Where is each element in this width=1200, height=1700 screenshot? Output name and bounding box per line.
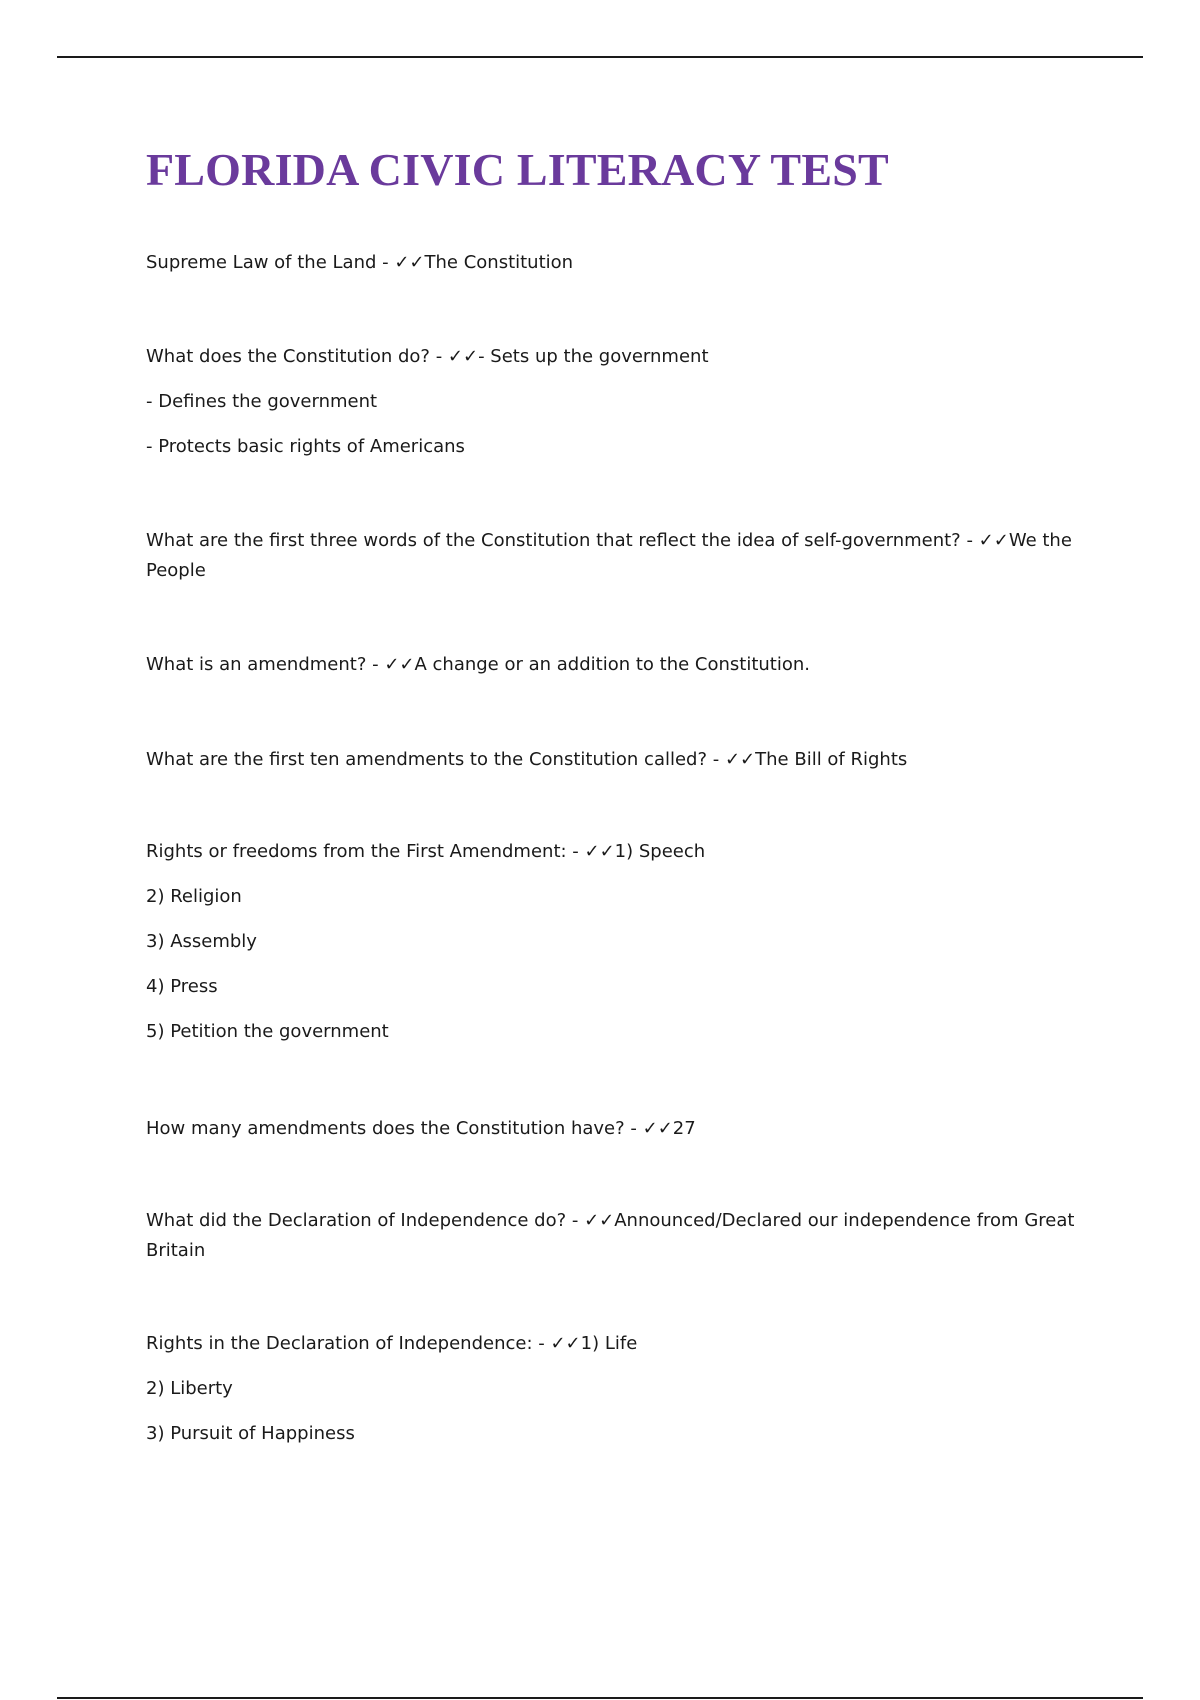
- qa-answer-line: 3) Pursuit of Happiness: [146, 1423, 355, 1444]
- qa-question: Rights in the Declaration of Independence: - ✓✓1) Life: [146, 1333, 638, 1354]
- qa-answer-line: 2) Liberty: [146, 1378, 233, 1399]
- qa-question: How many amendments does the Constitution have? - ✓✓27: [146, 1118, 696, 1139]
- qa-item: [146, 650, 810, 680]
- qa-answer-line: 2) Religion: [146, 886, 242, 907]
- qa-item: [146, 342, 709, 462]
- qa-item: [146, 745, 907, 775]
- qa-question: What did the Declaration of Independence do? - ✓✓Announced/Declared our independence from Great Britain: [146, 1210, 1075, 1261]
- qa-question: What are the first three words of the Constitution that reflect the idea of self-government? - ✓✓We the People: [146, 530, 1072, 581]
- document-title: FLORIDA CIVIC LITERACY TEST: [146, 144, 889, 195]
- qa-answer-line: 5) Petition the government: [146, 1021, 389, 1042]
- qa-item: [146, 837, 705, 1047]
- qa-question: Rights or freedoms from the First Amendment: - ✓✓1) Speech: [146, 841, 706, 862]
- document-body: [146, 140, 1096, 1444]
- qa-answer-line: 3) Assembly: [146, 931, 257, 952]
- qa-answer-line: - Protects basic rights of Americans: [146, 436, 465, 457]
- qa-question: Supreme Law of the Land - ✓✓The Constitution: [146, 252, 574, 273]
- top-rule: [57, 56, 1143, 58]
- qa-question: What are the first ten amendments to the Constitution called? - ✓✓The Bill of Rights: [146, 749, 908, 770]
- bottom-rule: [57, 1697, 1143, 1699]
- qa-question: What does the Constitution do? - ✓✓- Sets up the government: [146, 346, 709, 367]
- qa-item: [146, 1206, 1096, 1266]
- qa-question: What is an amendment? - ✓✓A change or an addition to the Constitution.: [146, 654, 811, 675]
- qa-answer-line: 4) Press: [146, 976, 218, 997]
- qa-item: [146, 526, 1096, 586]
- qa-answer-line: - Defines the government: [146, 391, 378, 412]
- qa-item: [146, 1329, 637, 1449]
- qa-item: [146, 248, 573, 278]
- qa-item: [146, 1114, 696, 1144]
